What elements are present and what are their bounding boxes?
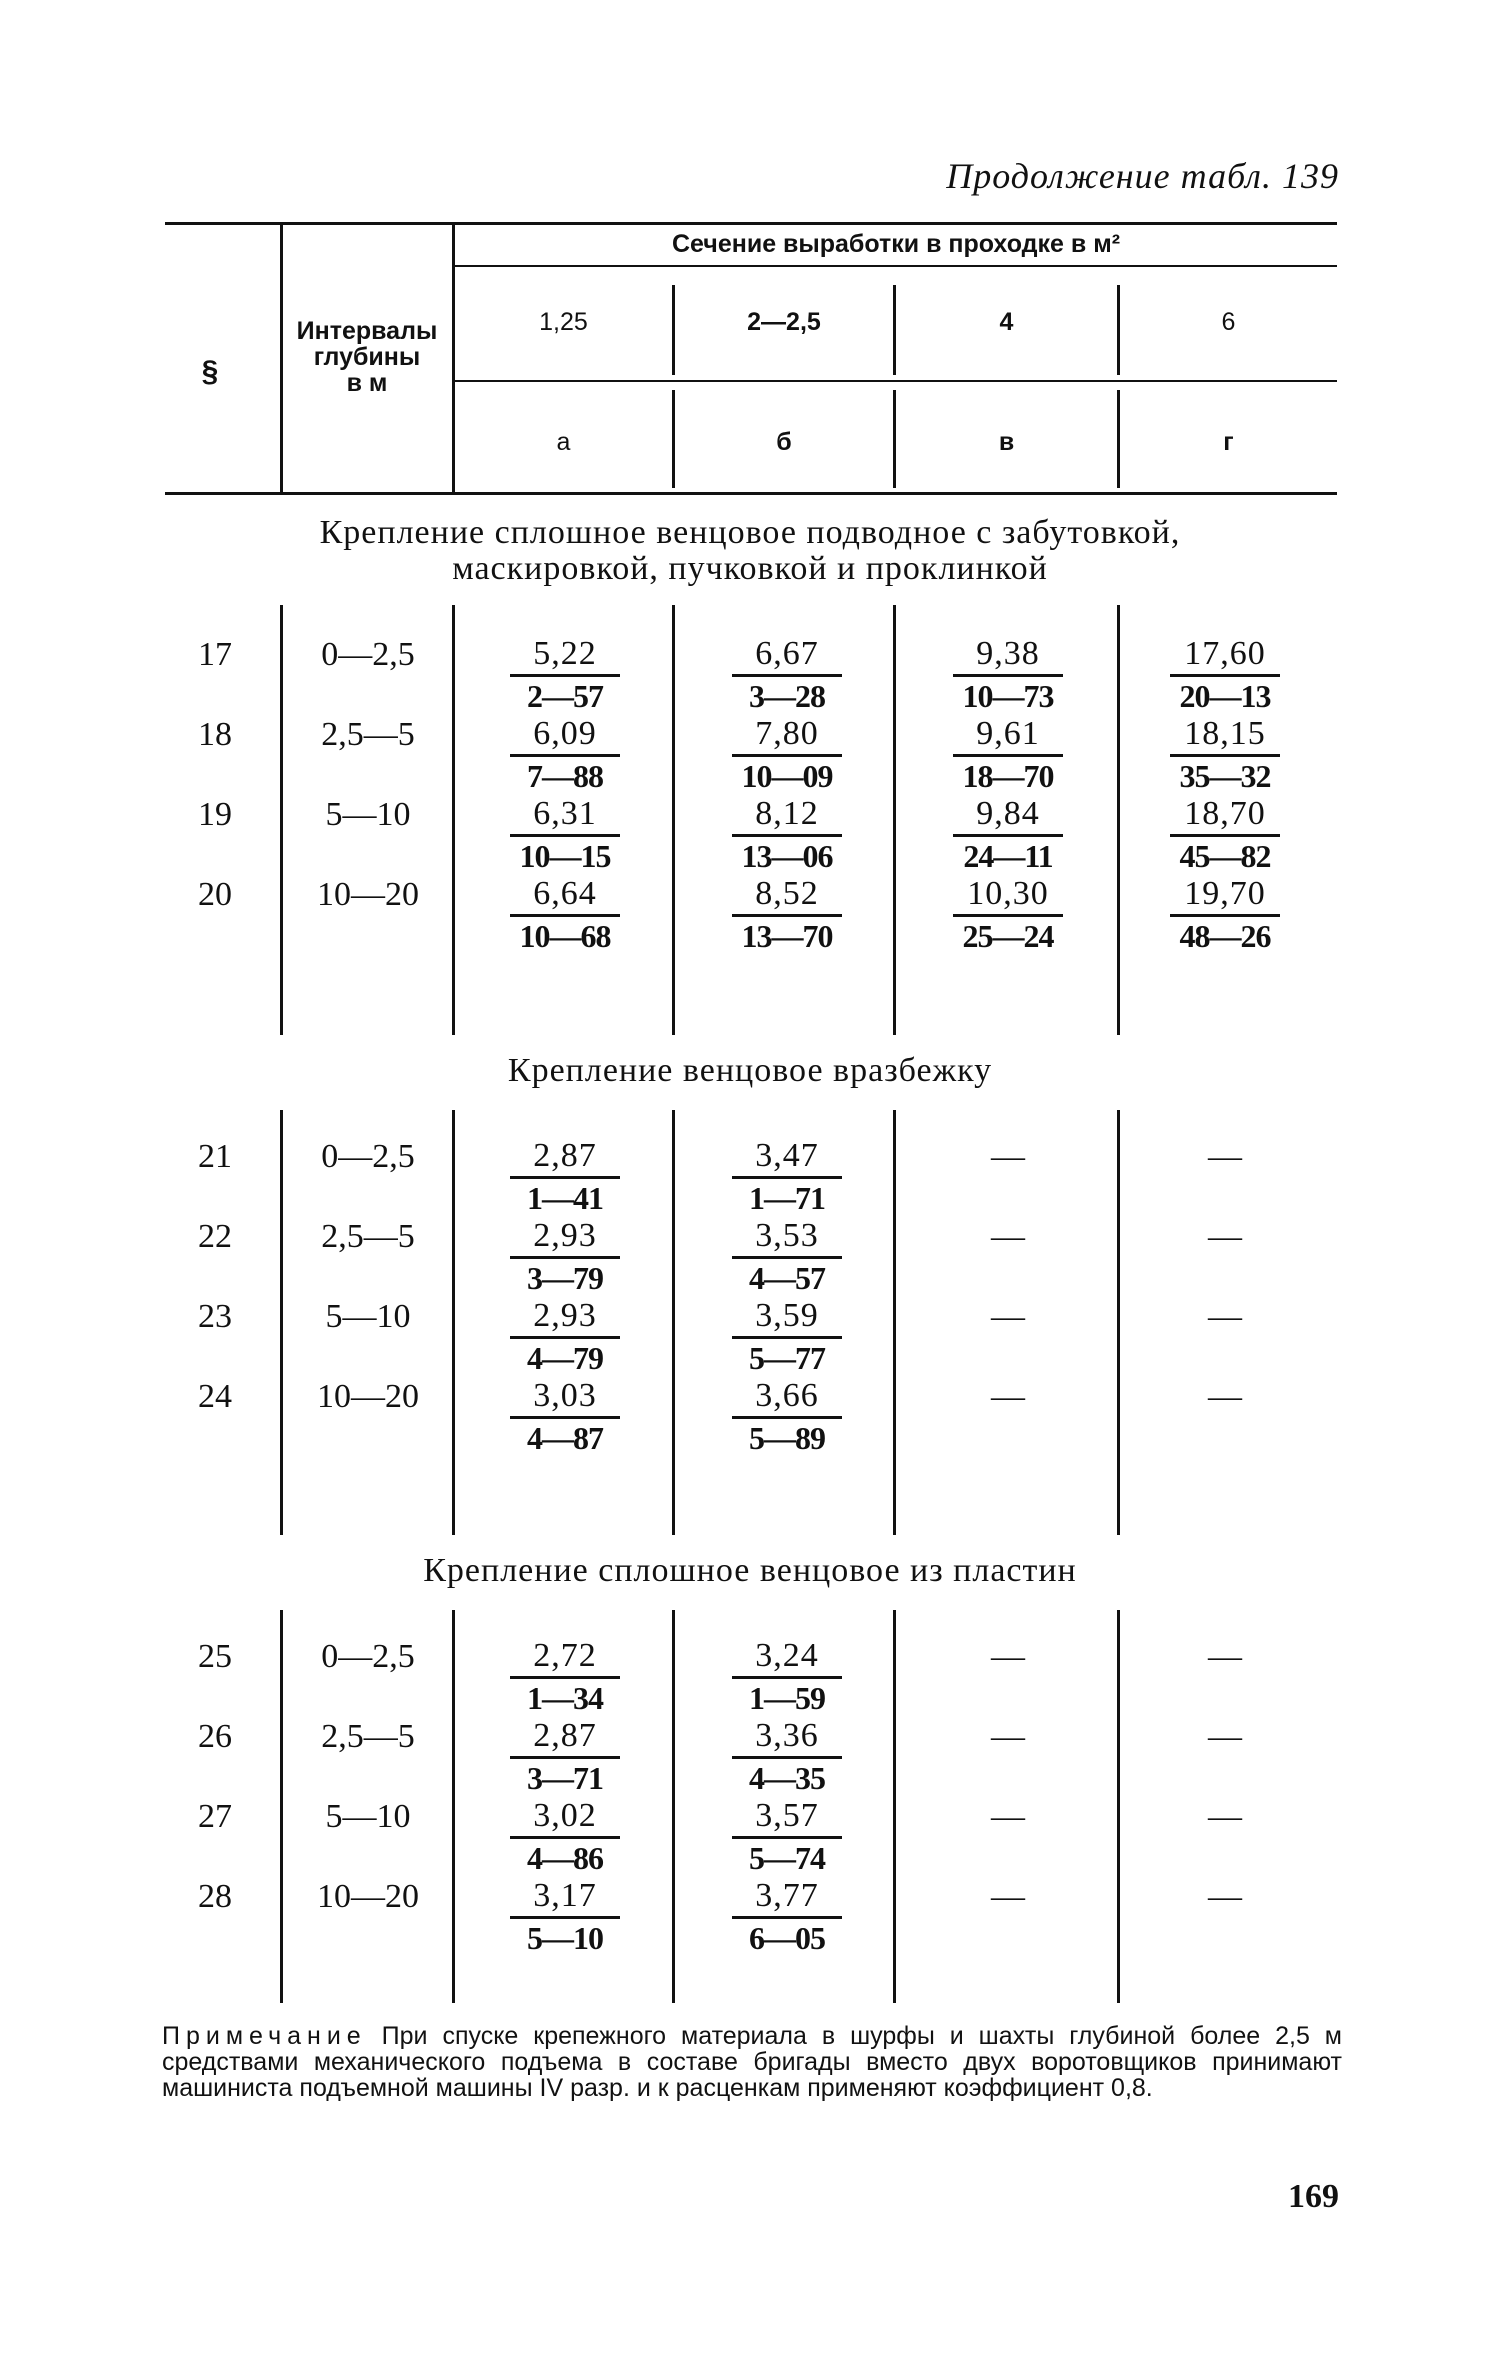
column-divider xyxy=(672,605,675,1035)
price: 5—10 xyxy=(527,1920,603,1956)
price: 5—74 xyxy=(749,1840,825,1876)
empty-dash: — xyxy=(991,1638,1025,1675)
fraction-bar xyxy=(732,1756,842,1759)
column-divider xyxy=(672,1610,675,2003)
fraction-bar xyxy=(510,1676,620,1679)
fraction-bar xyxy=(1170,674,1280,677)
column-divider xyxy=(893,1610,896,2003)
depth-column-header xyxy=(283,318,451,396)
size-header-3: 4 xyxy=(999,308,1014,336)
rate-fraction xyxy=(712,1638,862,1715)
time-norm: 3,03 xyxy=(533,1377,597,1414)
price: 4—35 xyxy=(749,1760,825,1796)
price: 7—88 xyxy=(527,758,603,794)
fraction-bar xyxy=(732,1176,842,1179)
price: 4—87 xyxy=(527,1420,603,1456)
price: 4—86 xyxy=(527,1840,603,1876)
time-norm: 18,15 xyxy=(1184,715,1266,752)
empty-dash: — xyxy=(1208,1878,1242,1915)
fraction-bar xyxy=(510,1176,620,1179)
fraction-bar xyxy=(510,754,620,757)
price: 10—15 xyxy=(519,838,611,874)
time-norm: 7,80 xyxy=(755,715,819,752)
fraction-bar xyxy=(732,834,842,837)
depth-interval: 0—2,5 xyxy=(321,1138,415,1175)
size-header-4: 6 xyxy=(1221,308,1236,336)
time-norm: 3,17 xyxy=(533,1877,597,1914)
rate-fraction xyxy=(712,1718,862,1795)
time-norm: 6,09 xyxy=(533,715,597,752)
note-text: При спуске крепежного материала в шурфы и шахты глубиной более 2,5 м средствами механического подъема в составе бригады вместо двух воротовщиков принимают машиниста подъемной машины IV разр. и к расценкам применяют коэффициент 0,8. xyxy=(162,2022,1342,2102)
row-number: 21 xyxy=(198,1138,232,1175)
time-norm: 6,31 xyxy=(533,795,597,832)
price: 3—28 xyxy=(749,678,825,714)
rate-fraction xyxy=(933,636,1083,713)
fraction-bar xyxy=(732,674,842,677)
fraction-bar xyxy=(510,1336,620,1339)
time-norm: 6,64 xyxy=(533,875,597,912)
fraction-bar xyxy=(953,754,1063,757)
rate-fraction xyxy=(490,636,640,713)
depth-interval: 5—10 xyxy=(325,1798,411,1835)
rate-fraction xyxy=(490,1718,640,1795)
header-subrule-1 xyxy=(455,265,1337,267)
fraction-bar xyxy=(732,1336,842,1339)
row-number: 27 xyxy=(198,1798,232,1835)
depth-interval: 2,5—5 xyxy=(321,1718,415,1755)
row-number: 18 xyxy=(198,716,232,753)
letter-header-v: в xyxy=(998,428,1015,456)
fraction-bar xyxy=(510,1256,620,1259)
time-norm: 3,02 xyxy=(533,1797,597,1834)
price: 3—79 xyxy=(527,1260,603,1296)
column-divider xyxy=(672,1110,675,1535)
continuation-title: Продолжение табл. 139 xyxy=(946,156,1339,196)
empty-dash: — xyxy=(991,1378,1025,1415)
price: 1—71 xyxy=(749,1180,825,1216)
section-title xyxy=(230,1553,1270,1589)
depth-interval: 2,5—5 xyxy=(321,1218,415,1255)
empty-dash: — xyxy=(991,1718,1025,1755)
price: 2—57 xyxy=(527,678,603,714)
fraction-bar xyxy=(510,914,620,917)
size-header-1: 1,25 xyxy=(539,308,588,336)
depth-interval: 2,5—5 xyxy=(321,716,415,753)
column-divider xyxy=(1117,605,1120,1035)
section-column-header: § xyxy=(201,355,219,388)
section-title-line: Крепление сплошное венцовое подводное с забутовкой, xyxy=(319,514,1181,551)
price: 4—57 xyxy=(749,1260,825,1296)
price: 35—32 xyxy=(1179,758,1271,794)
fraction-bar xyxy=(732,914,842,917)
empty-dash: — xyxy=(1208,1218,1242,1255)
price: 6—05 xyxy=(749,1920,825,1956)
time-norm: 9,61 xyxy=(976,715,1040,752)
depth-interval: 10—20 xyxy=(317,1378,419,1415)
depth-interval: 10—20 xyxy=(317,1878,419,1915)
fraction-bar xyxy=(732,1836,842,1839)
empty-dash: — xyxy=(991,1878,1025,1915)
price: 3—71 xyxy=(527,1760,603,1796)
price: 1—59 xyxy=(749,1680,825,1716)
price: 10—68 xyxy=(519,918,611,954)
section-title-line: Крепление сплошное венцовое из пластин xyxy=(423,1552,1077,1589)
header-top-rule xyxy=(165,222,1337,225)
fraction-bar xyxy=(953,914,1063,917)
fraction-bar xyxy=(510,1756,620,1759)
rate-fraction xyxy=(490,1298,640,1375)
rate-fraction xyxy=(933,716,1083,793)
time-norm: 10,30 xyxy=(967,875,1049,912)
row-number: 28 xyxy=(198,1878,232,1915)
depth-interval: 5—10 xyxy=(325,796,411,833)
rate-fraction xyxy=(712,1218,862,1295)
rate-fraction xyxy=(933,876,1083,953)
fraction-bar xyxy=(953,834,1063,837)
rate-fraction xyxy=(712,1798,862,1875)
page-number: 169 xyxy=(1288,2178,1339,2215)
fraction-bar xyxy=(1170,834,1280,837)
header-bottom-rule xyxy=(165,492,1337,495)
row-number: 17 xyxy=(198,636,232,673)
section-title xyxy=(230,1053,1270,1089)
section-title xyxy=(230,515,1270,587)
price: 25—24 xyxy=(962,918,1054,954)
depth-header-line-2: глубины xyxy=(313,343,421,371)
time-norm: 2,87 xyxy=(533,1137,597,1174)
row-number: 24 xyxy=(198,1378,232,1415)
header-subrule-2 xyxy=(455,380,1337,382)
price: 1—34 xyxy=(527,1680,603,1716)
row-number: 22 xyxy=(198,1218,232,1255)
fraction-bar xyxy=(732,1916,842,1919)
price: 5—77 xyxy=(749,1340,825,1376)
row-number: 23 xyxy=(198,1298,232,1335)
column-divider xyxy=(1117,1110,1120,1535)
time-norm: 9,38 xyxy=(976,635,1040,672)
empty-dash: — xyxy=(991,1218,1025,1255)
fraction-bar xyxy=(510,834,620,837)
time-norm: 2,93 xyxy=(533,1297,597,1334)
column-divider xyxy=(893,605,896,1035)
price: 10—09 xyxy=(741,758,833,794)
empty-dash: — xyxy=(991,1138,1025,1175)
rate-fraction xyxy=(712,1138,862,1215)
section-title-line: Крепление венцовое вразбежку xyxy=(507,1052,993,1089)
rate-fraction xyxy=(1150,876,1300,953)
time-norm: 2,87 xyxy=(533,1717,597,1754)
rate-fraction xyxy=(712,1298,862,1375)
rate-fraction xyxy=(490,876,640,953)
time-norm: 8,52 xyxy=(755,875,819,912)
rate-fraction xyxy=(1150,716,1300,793)
time-norm: 9,84 xyxy=(976,795,1040,832)
note-label: Примечание xyxy=(162,2022,367,2050)
note xyxy=(162,2023,1342,2101)
rate-fraction xyxy=(490,1638,640,1715)
price: 13—70 xyxy=(741,918,833,954)
fraction-bar xyxy=(732,1676,842,1679)
row-number: 20 xyxy=(198,876,232,913)
row-number: 25 xyxy=(198,1638,232,1675)
empty-dash: — xyxy=(1208,1798,1242,1835)
depth-interval: 0—2,5 xyxy=(321,1638,415,1675)
row-number: 19 xyxy=(198,796,232,833)
empty-dash: — xyxy=(1208,1298,1242,1335)
row-number: 26 xyxy=(198,1718,232,1755)
time-norm: 2,72 xyxy=(533,1637,597,1674)
rate-fraction xyxy=(712,796,862,873)
price: 1—41 xyxy=(527,1180,603,1216)
rate-fraction xyxy=(712,876,862,953)
time-norm: 19,70 xyxy=(1184,875,1266,912)
letter-header-b: б xyxy=(776,428,792,456)
time-norm: 18,70 xyxy=(1184,795,1266,832)
rate-fraction xyxy=(490,1218,640,1295)
letter-header-g: г xyxy=(1223,428,1234,456)
time-norm: 3,24 xyxy=(755,1637,819,1674)
price: 5—89 xyxy=(749,1420,825,1456)
rate-fraction xyxy=(490,1138,640,1215)
fraction-bar xyxy=(510,674,620,677)
rate-fraction xyxy=(712,716,862,793)
rate-fraction xyxy=(1150,796,1300,873)
section-title-line: маскировкой, пучковкой и проклинкой xyxy=(452,550,1048,587)
fraction-bar xyxy=(1170,914,1280,917)
letter-header-a: а xyxy=(556,428,571,456)
empty-dash: — xyxy=(1208,1638,1242,1675)
time-norm: 3,66 xyxy=(755,1377,819,1414)
time-norm: 3,47 xyxy=(755,1137,819,1174)
depth-header-line-1: Интервалы xyxy=(296,317,438,345)
time-norm: 3,53 xyxy=(755,1217,819,1254)
column-divider xyxy=(893,1110,896,1535)
depth-header-line-3: в м xyxy=(346,369,388,397)
rate-fraction xyxy=(490,1878,640,1955)
empty-dash: — xyxy=(991,1298,1025,1335)
size-header-2: 2—2,5 xyxy=(747,308,821,336)
fraction-bar xyxy=(732,754,842,757)
rate-fraction xyxy=(712,636,862,713)
price: 10—73 xyxy=(962,678,1054,714)
fraction-bar xyxy=(953,674,1063,677)
empty-dash: — xyxy=(991,1798,1025,1835)
time-norm: 3,77 xyxy=(755,1877,819,1914)
rate-fraction xyxy=(712,1378,862,1455)
price: 48—26 xyxy=(1179,918,1271,954)
column-divider xyxy=(1117,1610,1120,2003)
fraction-bar xyxy=(510,1916,620,1919)
price: 24—11 xyxy=(963,838,1053,874)
empty-dash: — xyxy=(1208,1138,1242,1175)
time-norm: 8,12 xyxy=(755,795,819,832)
price: 13—06 xyxy=(741,838,833,874)
time-norm: 3,59 xyxy=(755,1297,819,1334)
rate-fraction xyxy=(490,1798,640,1875)
fraction-bar xyxy=(510,1416,620,1419)
rate-fraction xyxy=(490,796,640,873)
fraction-bar xyxy=(732,1416,842,1419)
time-norm: 6,67 xyxy=(755,635,819,672)
section-group-header: Сечение выработки в проходке в м² xyxy=(671,230,1121,258)
rate-fraction xyxy=(712,1878,862,1955)
depth-interval: 0—2,5 xyxy=(321,636,415,673)
price: 20—13 xyxy=(1179,678,1271,714)
fraction-bar xyxy=(1170,754,1280,757)
price: 18—70 xyxy=(962,758,1054,794)
time-norm: 5,22 xyxy=(533,635,597,672)
depth-interval: 10—20 xyxy=(317,876,419,913)
time-norm: 3,57 xyxy=(755,1797,819,1834)
price: 4—79 xyxy=(527,1340,603,1376)
depth-interval: 5—10 xyxy=(325,1298,411,1335)
fraction-bar xyxy=(510,1836,620,1839)
time-norm: 2,93 xyxy=(533,1217,597,1254)
time-norm: 3,36 xyxy=(755,1717,819,1754)
empty-dash: — xyxy=(1208,1718,1242,1755)
rate-fraction xyxy=(490,716,640,793)
rate-fraction xyxy=(490,1378,640,1455)
fraction-bar xyxy=(732,1256,842,1259)
time-norm: 17,60 xyxy=(1184,635,1266,672)
empty-dash: — xyxy=(1208,1378,1242,1415)
rate-fraction xyxy=(933,796,1083,873)
price: 45—82 xyxy=(1179,838,1271,874)
rate-fraction xyxy=(1150,636,1300,713)
